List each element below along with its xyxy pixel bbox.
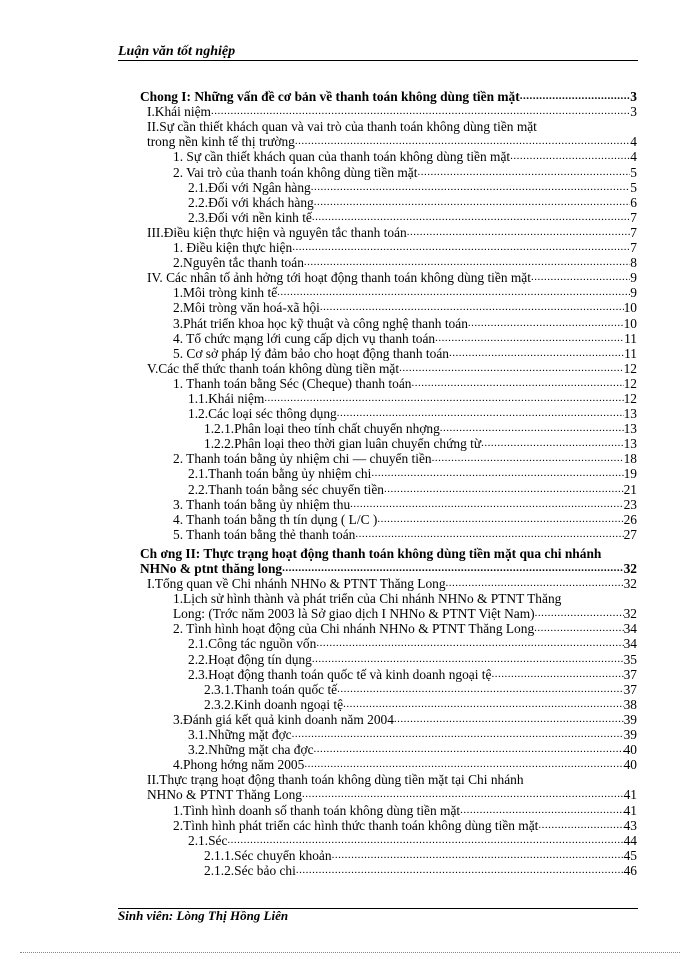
toc-entry-title: 1.Lịch sử hình thành và phát triển của Chi nhánh NHNo & PTNT Thăng bbox=[173, 591, 562, 607]
toc-entry-title: NHNo & ptnt thăng long bbox=[140, 561, 283, 576]
toc-entry-title: 1. Sự cần thiết khách quan của thanh toán không dùng tiền mặt bbox=[173, 149, 511, 165]
toc-dot-leader bbox=[227, 835, 623, 846]
toc-dot-leader bbox=[314, 197, 631, 208]
toc-dot-leader bbox=[460, 805, 623, 816]
toc-page-number: 4 bbox=[630, 134, 637, 150]
toc-entry-title: 4. Thanh toán bằng th tín dụng ( L/C ) bbox=[173, 511, 378, 527]
toc-entry bbox=[140, 863, 637, 878]
toc-entry bbox=[140, 802, 637, 817]
toc-dot-leader bbox=[296, 865, 624, 876]
toc-page-number: 40 bbox=[623, 742, 637, 758]
toc-entry-title: 2.1.2.Séc bảo chi bbox=[204, 862, 296, 878]
toc-page-number: 26 bbox=[623, 511, 637, 527]
toc-page-number: 39 bbox=[623, 727, 637, 743]
toc-page-number: 43 bbox=[623, 817, 637, 833]
toc-entry-title: V.Các thể thức thanh toán không dùng tiền mặt bbox=[147, 360, 400, 376]
toc-page-number: 3 bbox=[630, 104, 637, 120]
toc-dot-leader bbox=[538, 820, 623, 831]
toc-page-number: 18 bbox=[623, 451, 637, 467]
toc-dot-leader bbox=[432, 453, 624, 464]
toc-entry-title: 1. Thanh toán bằng Séc (Cheque) thanh toán bbox=[173, 375, 412, 391]
toc-page-number: 13 bbox=[623, 406, 637, 422]
toc-entry-title: 2.1.Công tác nguồn vốn bbox=[188, 636, 317, 652]
toc-page-number: 38 bbox=[623, 696, 637, 712]
toc-entry bbox=[140, 848, 637, 863]
toc-page-number: 41 bbox=[623, 802, 637, 818]
toc-dot-leader bbox=[510, 151, 630, 162]
toc-dot-leader bbox=[520, 91, 631, 102]
toc-entry bbox=[140, 315, 637, 330]
toc-dot-leader bbox=[449, 348, 624, 359]
toc-entry bbox=[140, 712, 637, 727]
toc-dot-leader bbox=[292, 242, 630, 253]
toc-dot-leader bbox=[535, 608, 624, 619]
toc-dot-leader bbox=[407, 227, 631, 238]
toc-dot-leader bbox=[481, 438, 624, 449]
toc-entry bbox=[140, 576, 637, 591]
toc-entry-title: 2.3.Đối với nền kinh tế bbox=[188, 209, 312, 225]
page-bottom-divider bbox=[20, 952, 680, 953]
toc-entry-title: II.Sự cần thiết khách quan và vai trò của thanh toán không dùng tiền mặt bbox=[147, 119, 537, 135]
toc-dot-leader bbox=[312, 212, 630, 223]
toc-dot-leader bbox=[377, 514, 623, 525]
toc-entry bbox=[140, 285, 637, 300]
toc-entry bbox=[140, 466, 637, 481]
toc-entry bbox=[140, 772, 637, 787]
toc-entry-title: 3. Thanh toán bằng ủy nhiệm thu bbox=[173, 496, 351, 512]
toc-entry-title: 4. Tổ chức mạng lới cung cấp dịch vụ thanh toán bbox=[173, 330, 436, 346]
toc-page-number: 35 bbox=[623, 651, 637, 667]
toc-page-number: 12 bbox=[623, 360, 637, 376]
toc-entry-title: 2. Vai trò của thanh toán không dùng tiền mặt bbox=[173, 164, 418, 180]
toc-entry-title: 4.Phong hớng năm 2005 bbox=[173, 757, 305, 773]
toc-dot-leader bbox=[292, 729, 624, 740]
toc-dot-leader bbox=[337, 408, 624, 419]
toc-entry bbox=[140, 225, 637, 240]
toc-entry-title: 1.2.1.Phân loại theo tính chất chuyển nhợng bbox=[204, 421, 440, 437]
toc-page-number: 7 bbox=[630, 240, 637, 256]
toc-dot-leader bbox=[534, 623, 623, 634]
toc-entry-title: 2.3.2.Kinh doanh ngoại tệ bbox=[204, 696, 344, 712]
toc-dot-leader bbox=[316, 638, 623, 649]
toc-page-number: 32 bbox=[623, 561, 637, 576]
toc-page-number: 39 bbox=[623, 711, 637, 727]
toc-dot-leader bbox=[343, 699, 624, 710]
toc-dot-leader bbox=[435, 333, 624, 344]
toc-entry bbox=[140, 742, 637, 757]
toc-entry-title: 2.Tình hình phát triển các hình thức thanh toán không dùng tiền mặt bbox=[173, 817, 539, 833]
toc-page-number: 6 bbox=[630, 194, 637, 210]
toc-dot-leader bbox=[446, 578, 624, 589]
toc-page-number: 5 bbox=[630, 164, 637, 180]
toc-entry bbox=[140, 406, 637, 421]
toc-entry bbox=[140, 651, 637, 666]
toc-entry bbox=[140, 481, 637, 496]
toc-entry-title: 2.1.Séc bbox=[188, 832, 228, 848]
toc-page-number: 7 bbox=[630, 209, 637, 225]
toc-page-number: 12 bbox=[623, 390, 637, 406]
toc-entry bbox=[140, 421, 637, 436]
toc-entry-title: 2.1.Đối với Ngân hàng bbox=[188, 179, 311, 195]
toc-dot-leader bbox=[350, 499, 623, 510]
toc-entry-title: 1. Điều kiện thực hiện bbox=[173, 240, 293, 256]
toc-page-number: 37 bbox=[623, 666, 637, 682]
toc-page-number: 27 bbox=[623, 526, 637, 542]
toc-entry bbox=[140, 697, 637, 712]
toc-entry-title: 1.Môi tròng kinh tế bbox=[173, 285, 278, 301]
toc-entry bbox=[140, 636, 637, 651]
toc-dot-leader bbox=[302, 789, 624, 800]
toc-entry-title: NHNo & PTNT Thăng Long bbox=[147, 787, 302, 803]
toc-page-number: 12 bbox=[623, 375, 637, 391]
toc-dot-leader bbox=[355, 529, 623, 540]
toc-dot-leader bbox=[394, 714, 624, 725]
toc-entry bbox=[140, 346, 637, 361]
toc-dot-leader bbox=[384, 484, 624, 495]
running-header: Luận văn tốt nghiệp bbox=[118, 44, 236, 59]
toc-page-number: 9 bbox=[630, 270, 637, 286]
toc-page-number: 44 bbox=[623, 832, 637, 848]
toc-entry-title: 2.1.1.Séc chuyển khoản bbox=[204, 847, 332, 863]
toc-dot-leader bbox=[412, 378, 624, 389]
toc-entry bbox=[140, 727, 637, 742]
toc-page-number: 9 bbox=[630, 285, 637, 301]
toc-entry-title: 2.Nguyên tắc thanh toán bbox=[173, 255, 304, 271]
toc-page-number: 32 bbox=[623, 606, 637, 622]
toc-entry bbox=[140, 195, 637, 210]
toc-entry bbox=[140, 757, 637, 772]
toc-entry bbox=[140, 391, 637, 406]
toc-entry bbox=[140, 210, 637, 225]
toc-page-number: 34 bbox=[623, 621, 637, 637]
toc-entry-title: I.Khái niệm bbox=[147, 104, 211, 120]
toc-entry bbox=[140, 119, 637, 134]
toc-entry bbox=[140, 300, 637, 315]
toc-entry-title: II.Thực trạng hoạt động thanh toán không dùng tiền mặt tại Chi nhánh bbox=[147, 772, 524, 788]
toc-entry-title: Ch ơng II: Thực trạng hoạt động thanh toán không dùng tiền mặt qua chi nhánh bbox=[140, 545, 602, 561]
toc-entry bbox=[140, 682, 637, 697]
toc-dot-leader bbox=[312, 654, 624, 665]
toc-page-number: 21 bbox=[623, 481, 637, 497]
toc-entry bbox=[140, 149, 637, 164]
toc-entry bbox=[140, 561, 637, 576]
toc-dot-leader bbox=[282, 563, 623, 574]
toc-page-number: 4 bbox=[630, 149, 637, 165]
toc-entry bbox=[140, 787, 637, 802]
toc-entry-title: 5. Cơ sở pháp lý đảm bảo cho hoạt động thanh toán bbox=[173, 345, 449, 361]
toc-page-number: 32 bbox=[623, 576, 637, 592]
toc-dot-leader bbox=[295, 136, 630, 147]
toc-page-number: 37 bbox=[623, 681, 637, 697]
toc-entry-title: 2. Thanh toán bằng ủy nhiệm chi — chuyển tiền bbox=[173, 451, 432, 467]
toc-entry-title: trong nền kinh tế thị trường bbox=[147, 134, 295, 150]
table-of-contents bbox=[140, 89, 637, 878]
toc-entry-title: 2.2.Hoạt động tín dụng bbox=[188, 651, 312, 667]
toc-dot-leader bbox=[277, 287, 630, 298]
toc-entry-title: 1.2.Các loại séc thông dụng bbox=[188, 406, 337, 422]
running-footer: Sinh viên: Lòng Thị Hồng Liên bbox=[118, 908, 289, 923]
toc-entry bbox=[140, 240, 637, 255]
toc-entry bbox=[140, 164, 637, 179]
toc-dot-leader bbox=[531, 272, 630, 283]
toc-entry bbox=[140, 451, 637, 466]
toc-entry bbox=[140, 667, 637, 682]
toc-entry-title: 1.Tình hình doanh số thanh toán không dùng tiền mặt bbox=[173, 802, 461, 818]
toc-dot-leader bbox=[264, 393, 623, 404]
toc-entry bbox=[140, 180, 637, 195]
toc-entry-title: 2.2.Đối với khách hàng bbox=[188, 194, 314, 210]
toc-entry bbox=[140, 546, 637, 561]
toc-dot-leader bbox=[337, 684, 623, 695]
toc-entry bbox=[140, 270, 637, 285]
toc-dot-leader bbox=[304, 759, 623, 770]
toc-entry-title: 2.Môi tròng văn hoá-xã hội bbox=[173, 300, 320, 316]
toc-page-number: 8 bbox=[630, 255, 637, 271]
toc-page-number: 13 bbox=[623, 436, 637, 452]
toc-dot-leader bbox=[332, 850, 624, 861]
toc-entry bbox=[140, 512, 637, 527]
toc-entry-title: 1.2.2.Phân loại theo thời gian luân chuyển chứng từ bbox=[204, 436, 482, 452]
toc-entry-title: IV. Các nhân tố ảnh hởng tới hoạt động thanh toán không dùng tiền mặt bbox=[147, 270, 531, 286]
toc-entry bbox=[140, 606, 637, 621]
toc-entry-title: Long: (Trớc năm 2003 là Sở giao dịch I NHNo & PTNT Việt Nam) bbox=[173, 606, 535, 622]
toc-entry bbox=[140, 591, 637, 606]
toc-dot-leader bbox=[468, 318, 624, 329]
toc-page-number: 19 bbox=[623, 466, 637, 482]
toc-dot-leader bbox=[311, 182, 631, 193]
toc-entry-title: Chong I: Những vấn đề cơ bản về thanh toán không dùng tiền mặt bbox=[140, 89, 520, 105]
toc-dot-leader bbox=[371, 468, 623, 479]
toc-entry bbox=[140, 376, 637, 391]
toc-entry-title: I.Tổng quan về Chi nhánh NHNo & PTNT Thăng Long bbox=[147, 576, 446, 592]
toc-entry bbox=[140, 621, 637, 636]
toc-page-number: 7 bbox=[630, 224, 637, 240]
toc-entry-title: 3.2.Những mặt cha đợc bbox=[188, 742, 314, 758]
toc-entry bbox=[140, 527, 637, 542]
toc-dot-leader bbox=[320, 302, 624, 313]
toc-entry bbox=[140, 818, 637, 833]
toc-page-number: 46 bbox=[623, 862, 637, 878]
toc-page-number: 45 bbox=[623, 847, 637, 863]
toc-entry bbox=[140, 331, 637, 346]
toc-page-number: 23 bbox=[623, 496, 637, 512]
toc-entry bbox=[140, 361, 637, 376]
toc-dot-leader bbox=[417, 167, 630, 178]
toc-page-number: 5 bbox=[630, 179, 637, 195]
toc-entry bbox=[140, 255, 637, 270]
toc-page-number: 11 bbox=[624, 330, 637, 346]
toc-dot-leader bbox=[399, 363, 624, 374]
toc-page-number: 40 bbox=[623, 757, 637, 773]
toc-dot-leader bbox=[314, 744, 624, 755]
toc-dot-leader bbox=[491, 669, 623, 680]
toc-page-number: 41 bbox=[623, 787, 637, 803]
toc-dot-leader bbox=[304, 257, 630, 268]
toc-entry-title: 3.1.Những mặt đợc bbox=[188, 727, 292, 743]
toc-page-number: 13 bbox=[623, 421, 637, 437]
toc-entry bbox=[140, 436, 637, 451]
toc-entry bbox=[140, 833, 637, 848]
toc-page-number: 10 bbox=[623, 315, 637, 331]
toc-entry-title: 3.Đánh giá kết quả kinh doanh năm 2004 bbox=[173, 711, 394, 727]
toc-entry-title: 2.1.Thanh toán bằng ủy nhiệm chi bbox=[188, 466, 372, 482]
toc-dot-leader bbox=[211, 106, 630, 117]
header-rule bbox=[118, 60, 638, 61]
toc-dot-leader bbox=[440, 423, 624, 434]
toc-entry bbox=[140, 104, 637, 119]
toc-entry-title: 3.Phát triển khoa học kỹ thuật và công nghệ thanh toán bbox=[173, 315, 468, 331]
toc-entry bbox=[140, 497, 637, 512]
toc-entry-title: 2.3.1.Thanh toán quốc tế bbox=[204, 681, 338, 697]
toc-page-number: 34 bbox=[623, 636, 637, 652]
toc-entry-title: 2.2.Thanh toán bằng séc chuyển tiền bbox=[188, 481, 384, 497]
toc-entry-title: 2.3.Hoạt động thanh toán quốc tế và kinh doanh ngoại tệ bbox=[188, 666, 492, 682]
toc-entry-title: 2. Tình hình hoạt động của Chi nhánh NHNo & PTNT Thăng Long bbox=[173, 621, 535, 637]
toc-entry bbox=[140, 89, 637, 104]
toc-page-number: 3 bbox=[630, 89, 637, 105]
toc-entry-title: III.Điều kiện thực hiện và nguyên tắc thanh toán bbox=[147, 224, 407, 240]
toc-page-number: 11 bbox=[624, 345, 637, 361]
toc-entry-title: 1.1.Khái niệm bbox=[188, 390, 265, 406]
toc-page-number: 10 bbox=[623, 300, 637, 316]
toc-entry-title: 5. Thanh toán bằng thẻ thanh toán bbox=[173, 526, 356, 542]
toc-entry bbox=[140, 134, 637, 149]
